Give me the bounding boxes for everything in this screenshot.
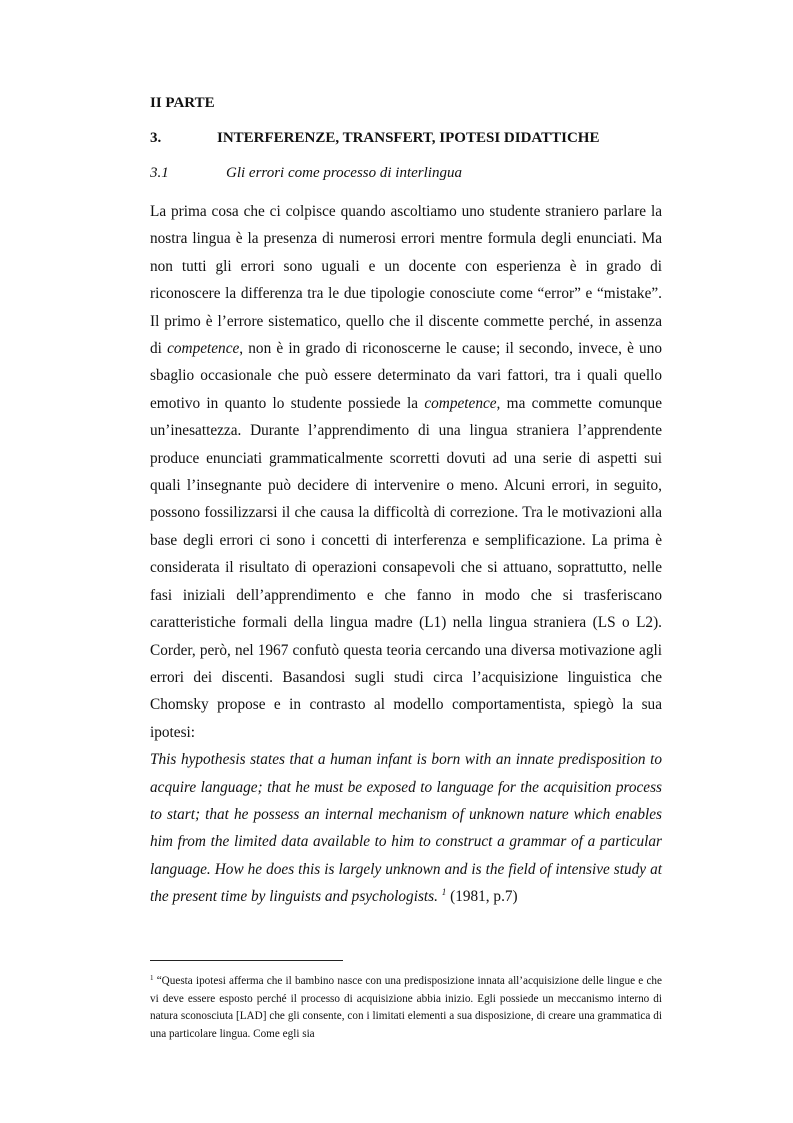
section-heading [150,165,462,182]
footnote-text: “Questa ipotesi afferma che il bambino nasce con una predisposizione innata all’acquisizione delle lingue e che vi deve essere esposto perché il processo di acquisizione abbia inizio. Egli possiede un meccanismo interno di natura sconosciuta [LAD] che gli consente, con i limitati elementi a sua disposizione, di creare una grammatica di una particolare lingua. Come egli sia [150,975,662,1040]
section-number: 3.1 [150,165,169,181]
body-text [150,198,662,911]
emphasis-competence: competence, [424,394,501,412]
footnote-mark: 1 [150,974,154,982]
emphasis-competence: competence [167,340,240,358]
block-quote [150,746,662,910]
footnote-separator [150,960,343,961]
section-title: Gli errori come processo di interlingua [226,165,462,181]
quote-text: This hypothesis states that a human infant is born with an innate predisposition to acquire language; that he must be exposed to language for the acquisition process to start; that he possess an internal mechanism of unknown nature which enables him from the limited data available to him to construct a grammar of a particular language. How he does this is largely unknown and is the field of intensive study at the present time by linguists and psychologists. [150,751,662,906]
chapter-title: INTERFERENZE, TRANSFERT, IPOTESI DIDATTICHE [217,130,600,146]
part-heading: II PARTE [150,95,215,111]
chapter-heading [150,130,650,147]
paragraph-text: ma commette comunque un’inesattezza. Durante l’apprendimento di una lingua straniera l’apprendente produce enunciati grammaticalmente scorretti dovuti ad una serie di aspetti sui quali l’insegnante può decidere di intervenire o meno. Alcuni errori, in seguito, possono fossilizzarsi il che causa la difficoltà di correzione. Tra le motivazioni alla base degli errori ci sono i concetti di interferenza e semplificazione. La prima è considerata il risultato di operazioni consapevoli che si attuano, soprattutto, nelle fasi iniziali dell’apprendimento e che fanno in modo che si trasferiscano caratteristiche formali della lingua madre (L1) nella lingua straniera (LS o L2). Corder, però, nel 1967 confutò questa teoria cercando una diversa motivazione agli errori dei discenti. Basandosi sugli studi circa l’acquisizione linguistica che Chomsky propose e in contrasto al modello comportamentista, spiegò la sua ipotesi: [150,394,662,741]
paragraph-text: , non è in grado di riconoscerne le cause; il secondo, invece, è uno sbaglio occasionale che può essere determinato da vari fattori, tra i quali quello emotivo in quanto lo studente possiede la [150,340,662,412]
main-paragraph [150,198,662,746]
quote-citation: (1981, p.7) [450,888,518,906]
footnote-reference[interactable]: 1 [441,887,447,898]
footnote [150,973,662,1043]
paragraph-text: La prima cosa che ci colpisce quando ascoltiamo uno studente straniero parlare la nostra lingua è la presenza di numerosi errori mentre formula degli enunciati. Ma non tutti gli errori sono uguali e un docente con esperienza è in grado di riconoscere la differenza tra le due tipologie conosciute come “error” e “mistake”. Il primo è l’errore sistematico, quello che il discente commette perché, in assenza di [150,203,662,358]
chapter-number: 3. [150,130,162,146]
